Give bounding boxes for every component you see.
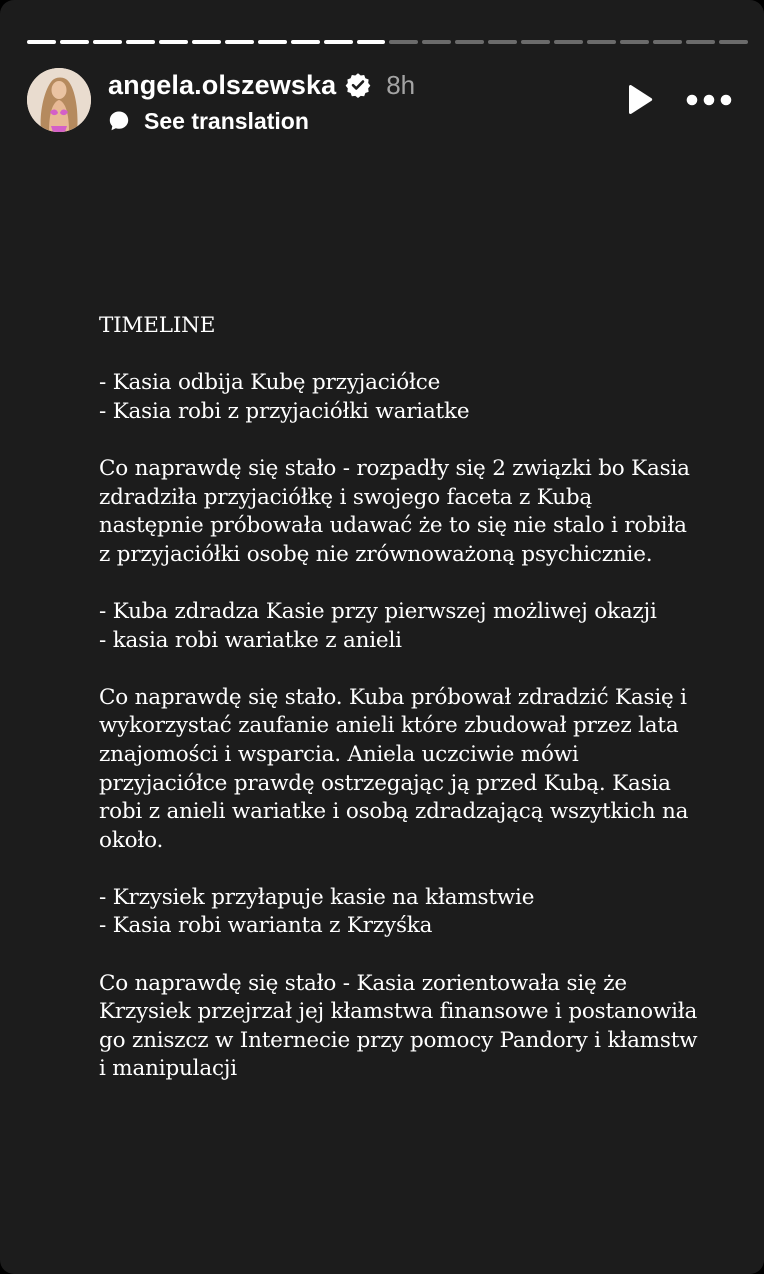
username-link[interactable]: angela.olszewska xyxy=(108,69,337,100)
post-time: 8h xyxy=(386,69,416,100)
progress-segment xyxy=(455,40,484,44)
progress-segment xyxy=(225,40,254,44)
progress-segment xyxy=(93,40,122,44)
story-paragraph: - Kuba zdradza Kasie przy pierwszej możliwej okazji - kasia robi wariatke z anieli xyxy=(99,598,657,653)
story-text-content xyxy=(99,312,699,1084)
play-icon[interactable] xyxy=(621,82,657,118)
speech-bubble-icon xyxy=(108,110,130,132)
progress-segment xyxy=(291,40,320,44)
avatar-image xyxy=(27,68,91,132)
more-dots-icon[interactable] xyxy=(685,88,733,112)
progress-segment xyxy=(159,40,188,44)
progress-segment xyxy=(126,40,155,44)
see-translation-label: See translation xyxy=(144,107,309,134)
verified-badge-icon xyxy=(345,72,371,98)
user-info-row xyxy=(108,68,415,102)
progress-segment xyxy=(60,40,89,44)
see-translation-button[interactable] xyxy=(108,106,309,136)
progress-segment xyxy=(653,40,682,44)
story-paragraph: - Kasia odbija Kubę przyjaciółce - Kasia robi z przyjaciółki wariatke xyxy=(99,370,470,424)
progress-segment xyxy=(422,40,451,44)
story-paragraph: Co naprawdę się stało - rozpadły się 2 związki bo Kasia zdradziła przyjaciółkę i swojego faceta z Kubą następnie próbowała udawać że to się nie stalo i robiła z przyjaciółki osobę nie zrównoważoną psychicznie. xyxy=(99,455,690,567)
story-progress-bar xyxy=(27,40,748,45)
story-title: TIMELINE xyxy=(99,313,216,338)
progress-segment xyxy=(357,40,386,44)
progress-segment xyxy=(719,40,748,44)
progress-segment xyxy=(620,40,649,44)
progress-segment xyxy=(554,40,583,44)
profile-avatar[interactable] xyxy=(27,68,91,132)
progress-segment xyxy=(587,40,616,44)
story-paragraph: Co naprawdę się stało. Kuba próbował zdradzić Kasię i wykorzystać zaufanie anieli które zbudował przez lata znajomości i wsparcia. Aniela uczciwie mówi przyjaciółce prawdę ostrzegając ją przed Kubą. Kasia robi z anieli wariatke i osobą zdradzającą wszytkich na około. xyxy=(99,684,689,853)
progress-segment xyxy=(488,40,517,44)
progress-segment xyxy=(27,40,56,44)
progress-segment xyxy=(192,40,221,44)
story-paragraph: Co naprawdę się stało - Kasia zorientowała się że Krzysiek przejrzał jej kłamstwa finansowe i postanowiła go zniszcz w Internecie przy pomocy Pandory i kłamstw i manipulacji xyxy=(99,970,698,1082)
story-header xyxy=(27,68,734,134)
story-paragraph: - Krzysiek przyłapuje kasie na kłamstwie - Kasia robi warianta z Krzyśka xyxy=(99,884,535,939)
progress-segment xyxy=(389,40,418,44)
progress-segment xyxy=(258,40,287,44)
progress-segment xyxy=(521,40,550,44)
progress-segment xyxy=(686,40,715,44)
progress-segment xyxy=(324,40,353,44)
